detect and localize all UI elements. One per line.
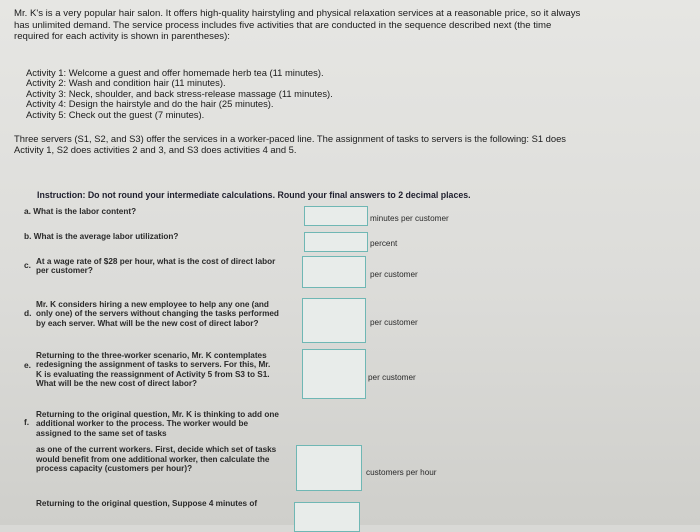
question-line: What will be the new cost of direct labor?	[36, 379, 198, 389]
question-letter: c.	[24, 260, 31, 270]
question-line: process capacity (customers per hour)?	[36, 464, 193, 474]
activity-item: Activity 4: Design the hairstyle and do the hair (25 minutes).	[26, 98, 274, 110]
question-letter: a.	[24, 206, 31, 216]
question-f	[24, 410, 279, 473]
question-text: What is the labor content?	[33, 207, 137, 216]
server-line: Three servers (S1, S2, and S3) offer the services in a worker-paced line. The assignment of tasks to servers is the following: S1 does	[14, 133, 566, 144]
server-assignment	[14, 134, 566, 155]
answer-c-input[interactable]	[302, 256, 366, 288]
question-text	[36, 410, 279, 473]
question-line: assigned to the same set of tasks	[36, 428, 167, 438]
answer-a-unit: minutes per customer	[370, 214, 449, 223]
answer-b-unit: percent	[370, 239, 398, 248]
answer-c-unit: per customer	[370, 270, 418, 279]
activity-item: Activity 3: Neck, shoulder, and back stress-release massage (11 minutes).	[26, 87, 333, 99]
intro-line: required for each activity is shown in parentheses):	[14, 31, 230, 43]
question-a	[24, 207, 136, 216]
activity-item: Activity 2: Wash and condition hair (11 minutes).	[26, 77, 226, 89]
question-d	[24, 300, 279, 328]
question-line: K is evaluating the reassignment of Activity 5 from S3 to S1.	[36, 369, 270, 379]
question-letter: b.	[24, 231, 32, 241]
answer-e-input[interactable]	[302, 349, 366, 399]
question-line: Mr. K considers hiring a new employee to help any one (and	[36, 300, 269, 309]
answer-b-input[interactable]	[304, 232, 368, 252]
intro-line: Mr. K's is a very popular hair salon. It offers high-quality hairstyling and physical relaxation services at a reasonable price, so it always	[14, 8, 581, 19]
question-line: additional worker to the process. The worker would be	[36, 419, 249, 429]
question-letter: f.	[24, 417, 30, 427]
question-line: redesigning the assignment of tasks to servers. For this, Mr.	[36, 360, 271, 370]
question-letter: e.	[24, 360, 31, 370]
answer-d-unit: per customer	[370, 318, 418, 327]
activity-item: Activity 5: Check out the guest (7 minutes).	[26, 108, 205, 120]
question-line: At a wage rate of $28 per hour, what is the cost of direct labor	[36, 257, 276, 266]
answer-d-input[interactable]	[302, 298, 366, 343]
question-line: as one of the current workers. First, decide which set of tasks	[36, 445, 277, 455]
question-c	[24, 257, 275, 276]
question-text	[36, 300, 279, 328]
question-line: per customer?	[36, 266, 93, 276]
question-line: Returning to the original question, Mr. K is thinking to add one	[36, 410, 279, 419]
question-letter: d.	[24, 308, 32, 318]
question-line: Returning to the original question, Suppose 4 minutes of	[36, 499, 258, 508]
instruction-text: Instruction: Do not round your intermediate calculations. Round your final answers to 2 decimal places.	[37, 190, 471, 200]
question-line: Returning to the three-worker scenario, Mr. K contemplates	[36, 351, 267, 360]
answer-g-input[interactable]	[294, 502, 360, 532]
activity-list	[26, 68, 333, 120]
server-line: Activity 1, S2 does activities 2 and 3, and S3 does activities 4 and 5.	[14, 143, 297, 155]
question-text: What is the average labor utilization?	[33, 232, 179, 241]
question-b	[24, 232, 178, 241]
question-line: would benefit from one additional worker, then calculate the	[36, 454, 270, 464]
intro-line: has unlimited demand. The service process includes five activities that are conducted in the sequence described next (the time	[14, 19, 552, 31]
answer-a-input[interactable]	[304, 206, 368, 226]
question-e	[24, 351, 270, 389]
question-g	[36, 499, 257, 508]
question-line: by each server. What will be the new cost of direct labor?	[36, 318, 259, 328]
answer-f-input[interactable]	[296, 445, 362, 491]
question-line: only one) of the servers without changing the tasks performed	[36, 309, 279, 319]
answer-f-unit: customers per hour	[366, 468, 437, 477]
answer-e-unit: per customer	[368, 373, 416, 382]
activity-item: Activity 1: Welcome a guest and offer homemade herb tea (11 minutes).	[26, 67, 324, 78]
question-text	[36, 257, 275, 276]
question-text	[36, 351, 270, 389]
problem-intro	[14, 8, 580, 43]
